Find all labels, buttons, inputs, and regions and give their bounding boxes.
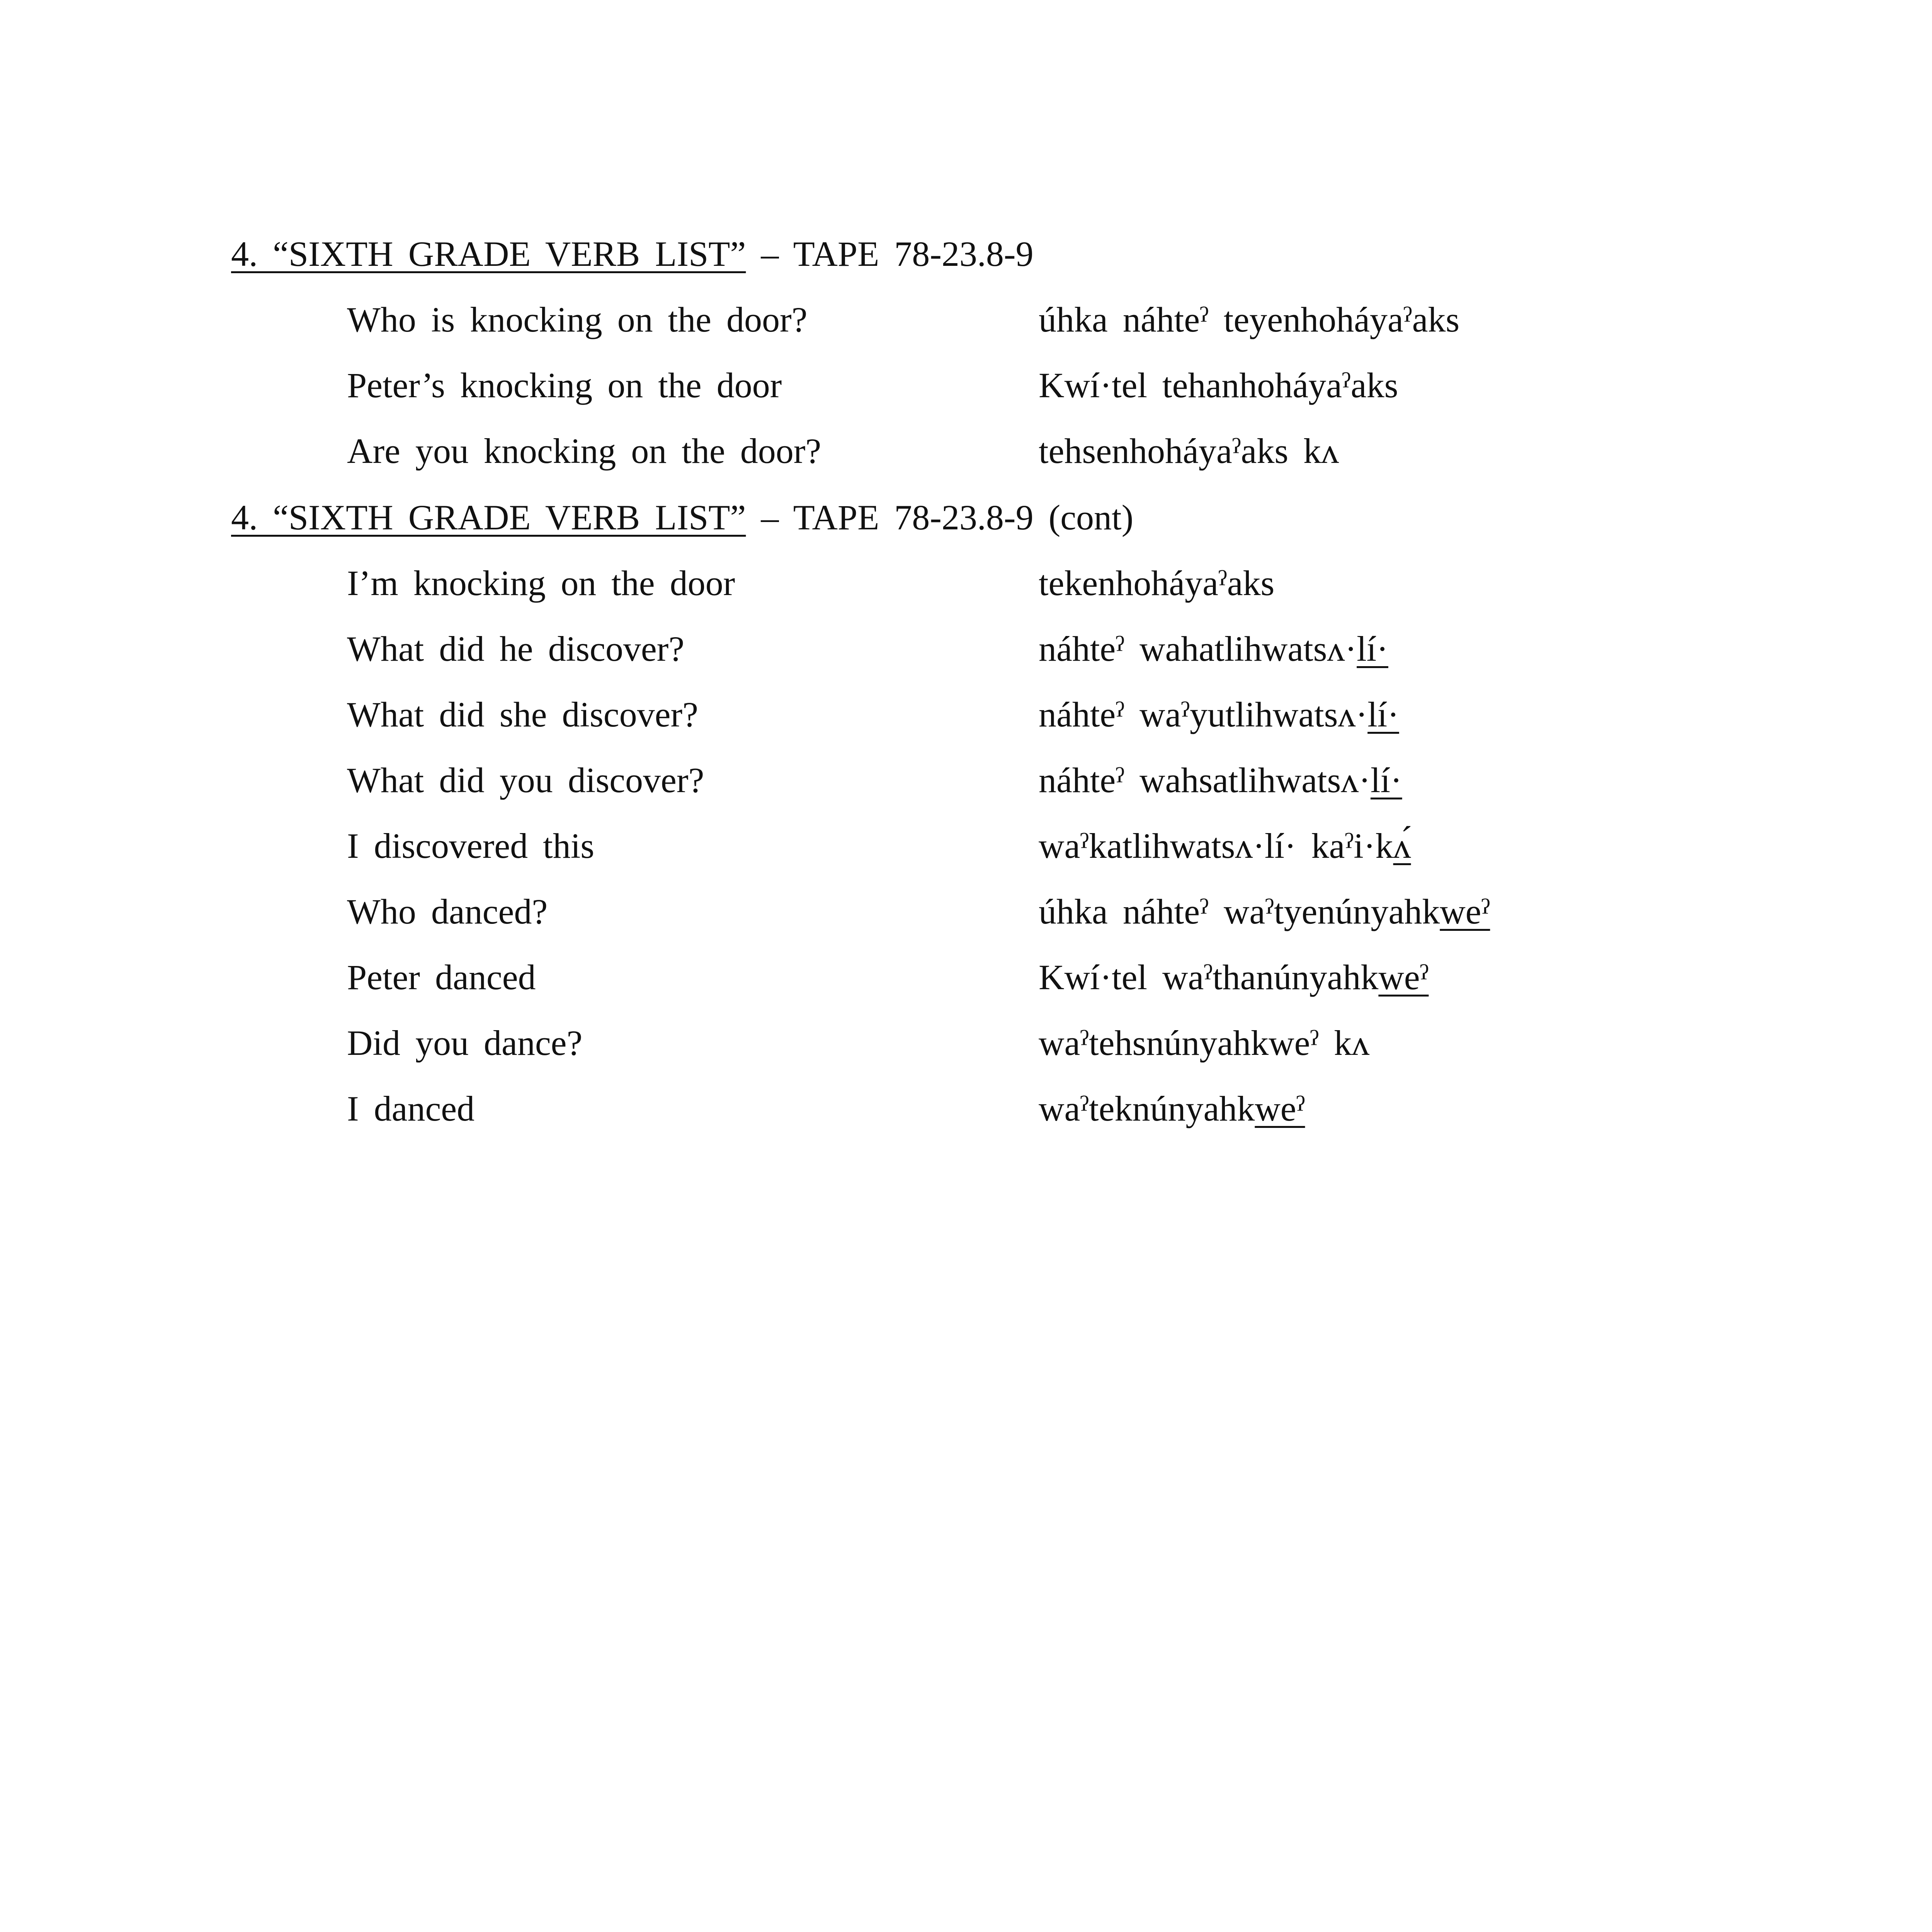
- english-phrase: Are you knocking on the door?: [347, 431, 821, 471]
- english-phrase: What did she discover?: [347, 695, 698, 734]
- english-phrase: Who is knocking on the door?: [347, 300, 808, 339]
- vocab-row: [0, 823, 1932, 869]
- oneida-phrase: waˀteknúnyahkweˀ: [1039, 1089, 1305, 1128]
- vocab-row: [0, 362, 1932, 408]
- section-heading: [231, 231, 1034, 277]
- oneida-phrase: waˀkatlihwatsʌ·lí· kaˀi·kʌ́: [1039, 826, 1411, 866]
- vocab-row: [0, 296, 1932, 343]
- english-phrase: What did you discover?: [347, 760, 704, 800]
- oneida-phrase: tekenhoháyaˀaks: [1039, 563, 1275, 603]
- vocab-row: [0, 691, 1932, 738]
- english-phrase: I’m knocking on the door: [347, 563, 735, 603]
- oneida-phrase: Kwí·tel waˀthanúnyahkweˀ: [1039, 957, 1429, 997]
- vocab-row: [0, 1020, 1932, 1066]
- vocab-row: [0, 954, 1932, 1000]
- tape-reference: – TAPE 78-23.8-9: [746, 234, 1034, 274]
- oneida-phrase: náhteˀ waˀyutlihwatsʌ·lí·: [1039, 695, 1399, 734]
- english-phrase: I danced: [347, 1089, 475, 1128]
- oneida-phrase: náhteˀ wahatlihwatsʌ·lí·: [1039, 629, 1388, 668]
- english-phrase: I discovered this: [347, 826, 595, 866]
- oneida-phrase: úhka náhteˀ waˀtyenúnyahkweˀ: [1039, 892, 1490, 931]
- vocab-row: [0, 888, 1932, 935]
- vocab-row: [0, 1085, 1932, 1132]
- vocab-row: [0, 626, 1932, 672]
- english-phrase: What did he discover?: [347, 629, 685, 668]
- oneida-phrase: úhka náhteˀ teyenhoháyaˀaks: [1039, 300, 1460, 339]
- oneida-phrase: Kwí·tel tehanhoháyaˀaks: [1039, 366, 1398, 405]
- oneida-phrase: waˀtehsnúnyahkweˀ kʌ: [1039, 1023, 1370, 1063]
- vocab-row: [0, 757, 1932, 803]
- english-phrase: Peter’s knocking on the door: [347, 366, 782, 405]
- english-phrase: Peter danced: [347, 957, 536, 997]
- vocab-row: [0, 560, 1932, 606]
- vocab-row: [0, 428, 1932, 474]
- oneida-phrase: náhteˀ wahsatlihwatsʌ·lí·: [1039, 760, 1402, 800]
- oneida-phrase: tehsenhoháyaˀaks kʌ: [1039, 431, 1339, 471]
- english-phrase: Who danced?: [347, 892, 548, 931]
- section-heading-continued: [231, 494, 1133, 541]
- english-phrase: Did you dance?: [347, 1023, 583, 1063]
- section-title: 4. “SIXTH GRADE VERB LIST”: [231, 498, 746, 537]
- tape-reference: – TAPE 78-23.8-9 (cont): [746, 498, 1134, 537]
- section-title: 4. “SIXTH GRADE VERB LIST”: [231, 234, 746, 274]
